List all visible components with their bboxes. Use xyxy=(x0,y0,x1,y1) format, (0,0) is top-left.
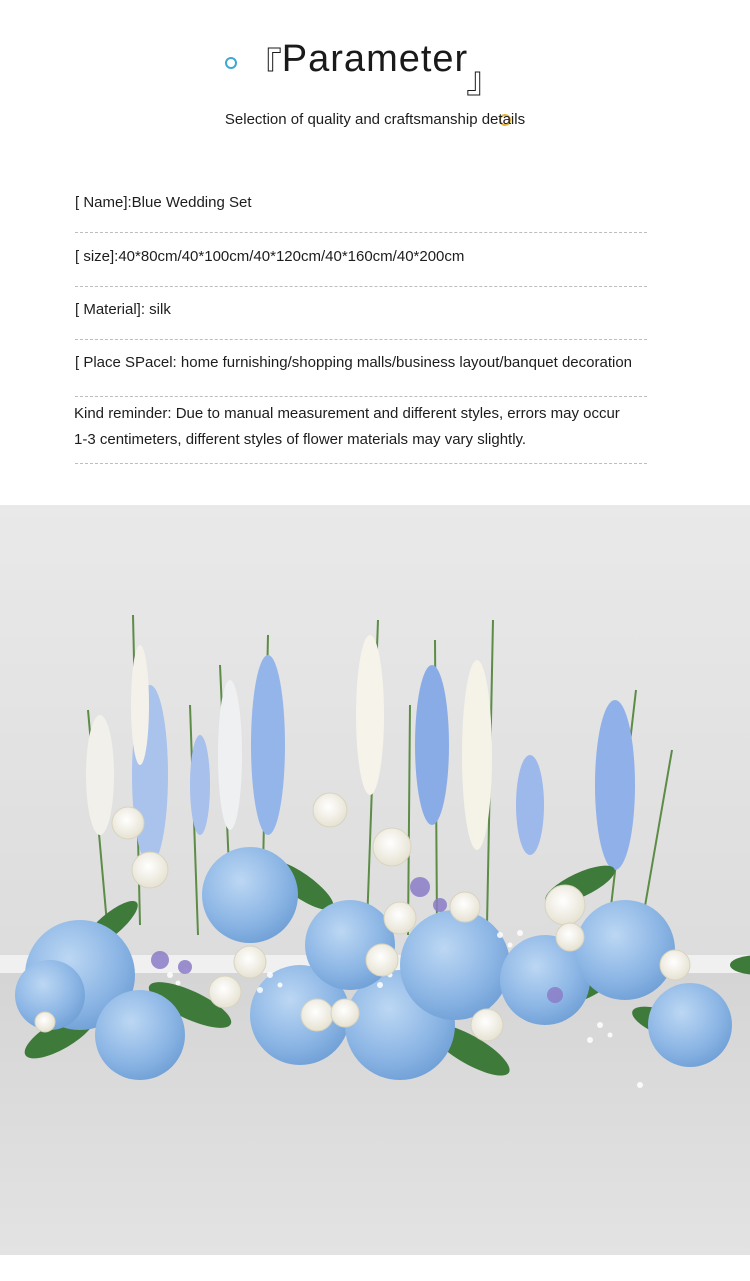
param-size xyxy=(75,244,647,270)
param-place-text: [ Place SPacel: home furnishing/shopping malls/business layout/banquet decoration xyxy=(75,354,633,371)
right-bracket: 』 xyxy=(466,59,503,100)
product-photo xyxy=(0,505,750,1255)
separator xyxy=(75,463,647,464)
param-size-text: [ size]:40*80cm/40*100cm/40*120cm/40*160cm/40*200cm xyxy=(75,248,465,265)
flower-arrangement-illustration xyxy=(0,505,750,1255)
param-name-text: [ Name]:Blue Wedding Set xyxy=(75,194,252,211)
param-material xyxy=(75,297,647,323)
subtitle: Selection of quality and craftsmanship details xyxy=(224,111,526,128)
page-title: Parameter xyxy=(281,38,469,80)
reminder-line-2: 1-3 centimeters, different styles of flower materials may vary slightly. xyxy=(74,431,527,448)
param-place xyxy=(75,350,647,376)
param-name xyxy=(75,190,647,216)
header xyxy=(0,30,750,100)
parameter-list xyxy=(75,190,647,464)
kind-reminder xyxy=(74,401,646,453)
left-bracket: 『 xyxy=(246,45,283,86)
reminder-line-1: Kind reminder: Due to manual measurement and different styles, errors may occur xyxy=(74,405,620,422)
separator xyxy=(75,339,647,340)
separator xyxy=(75,396,647,397)
separator xyxy=(75,286,647,287)
separator xyxy=(75,232,647,233)
param-material-text: [ Material]: silk xyxy=(75,301,171,318)
